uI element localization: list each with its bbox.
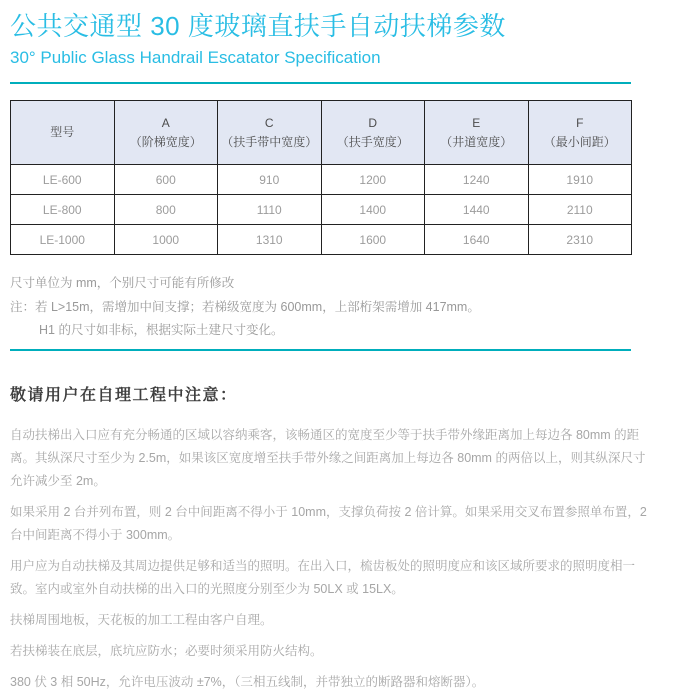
notice-paragraph: 扶梯周围地板，天花板的加工工程由客户自理。 xyxy=(10,612,273,627)
table-cell: 600 xyxy=(114,165,218,195)
divider-line-top xyxy=(10,82,631,84)
notice-paragraph: 如果采用 2 台并列布置，则 2 台中间距离不得小于 10mm，支撑负荷按 2 倍计算。如果采用交叉布置参照单布置，2 台中间距离不得小于 300mm。 xyxy=(10,504,647,542)
table-cell: 1600 xyxy=(321,225,425,255)
table-cell: 1240 xyxy=(425,165,529,195)
header-letter: D xyxy=(368,115,378,130)
table-cell: 1640 xyxy=(425,225,529,255)
header-cell-c xyxy=(218,101,322,165)
table-cell: 800 xyxy=(114,195,218,225)
table-cell-model: LE-800 xyxy=(11,195,115,225)
spec-table-body xyxy=(11,165,632,255)
table-cell: 1200 xyxy=(321,165,425,195)
table-cell: 2110 xyxy=(528,195,632,225)
header-cell-e xyxy=(425,101,529,165)
table-cell: 2310 xyxy=(528,225,632,255)
table-cell: 1440 xyxy=(425,195,529,225)
table-cell: 1400 xyxy=(321,195,425,225)
table-cell: 1910 xyxy=(528,165,632,195)
table-cell: 1000 xyxy=(114,225,218,255)
note-line-1: 注：若 L>15m，需增加中间支撑；若梯级宽度为 600mm，上部桁架需增加 417mm。 xyxy=(10,299,480,314)
note-unit: 尺寸单位为 mm，个别尺寸可能有所修改 xyxy=(10,276,235,290)
table-cell: 1110 xyxy=(218,195,322,225)
header-caption: （最小间距） xyxy=(543,134,616,149)
spec-table-header xyxy=(11,101,632,165)
table-row xyxy=(11,195,632,225)
header-caption: 型号 xyxy=(50,125,75,139)
spec-table xyxy=(10,100,632,255)
notice-paragraph: 用户应为自动扶梯及其周边提供足够和适当的照明。在出入口，梳齿板处的照明度应和该区域所要求的照明度相一致。室内或室外自动扶梯的出入口的光照度分别至少为 50LX 或 15LX。 xyxy=(10,558,636,596)
table-cell: 910 xyxy=(218,165,322,195)
page-title: 公共交通型 30 度玻璃直扶手自动扶梯参数 xyxy=(10,11,506,41)
user-notice-section xyxy=(0,387,676,694)
header-caption: （阶梯宽度） xyxy=(129,134,202,149)
notice-paragraph: 380 伏 3 相 50Hz，允许电压波动 ±7%，（三相五线制，并带独立的断路器和熔断器）。 xyxy=(10,674,485,689)
header-cell-f xyxy=(528,101,632,165)
header-letter: E xyxy=(472,115,481,130)
header-letter: A xyxy=(161,115,170,130)
notice-paragraph: 若扶梯装在底层，底坑应防水；必要时须采用防火结构。 xyxy=(10,643,323,658)
notice-heading: 敬请用户在自理工程中注意： xyxy=(10,386,238,404)
header-cell-model xyxy=(11,101,115,165)
page-subtitle: 30° Public Glass Handrail Escatator Specification xyxy=(10,48,381,67)
notice-paragraph: 自动扶梯出入口应有充分畅通的区域以容纳乘客，该畅通区的宽度至少等于扶手带外缘距离加上每边各 80mm 的距离。其纵深尺寸至少为 2.5m，如果该区宽度增至扶手带外缘之间距离加上每边各 80mm 的两倍以上，则其纵深尺寸允许减少至 2m。 xyxy=(10,427,646,488)
header-letter: C xyxy=(264,115,274,130)
header-caption: （扶手宽度） xyxy=(336,134,409,149)
header-caption: （井道宽度） xyxy=(440,134,513,149)
header-cell-d xyxy=(321,101,425,165)
table-row xyxy=(11,225,632,255)
table-cell-model: LE-1000 xyxy=(11,225,115,255)
table-cell-model: LE-600 xyxy=(11,165,115,195)
note-line-2: H1 的尺寸如非标，根据实际土建尺寸变化。 xyxy=(39,323,284,337)
header-caption: （扶手带中宽度） xyxy=(221,134,318,149)
dimension-notes xyxy=(10,272,676,343)
divider-line-middle xyxy=(10,349,631,351)
table-row xyxy=(11,165,632,195)
table-header-row xyxy=(11,101,632,165)
header-letter: F xyxy=(576,115,584,130)
header-cell-a xyxy=(114,101,218,165)
table-cell: 1310 xyxy=(218,225,322,255)
